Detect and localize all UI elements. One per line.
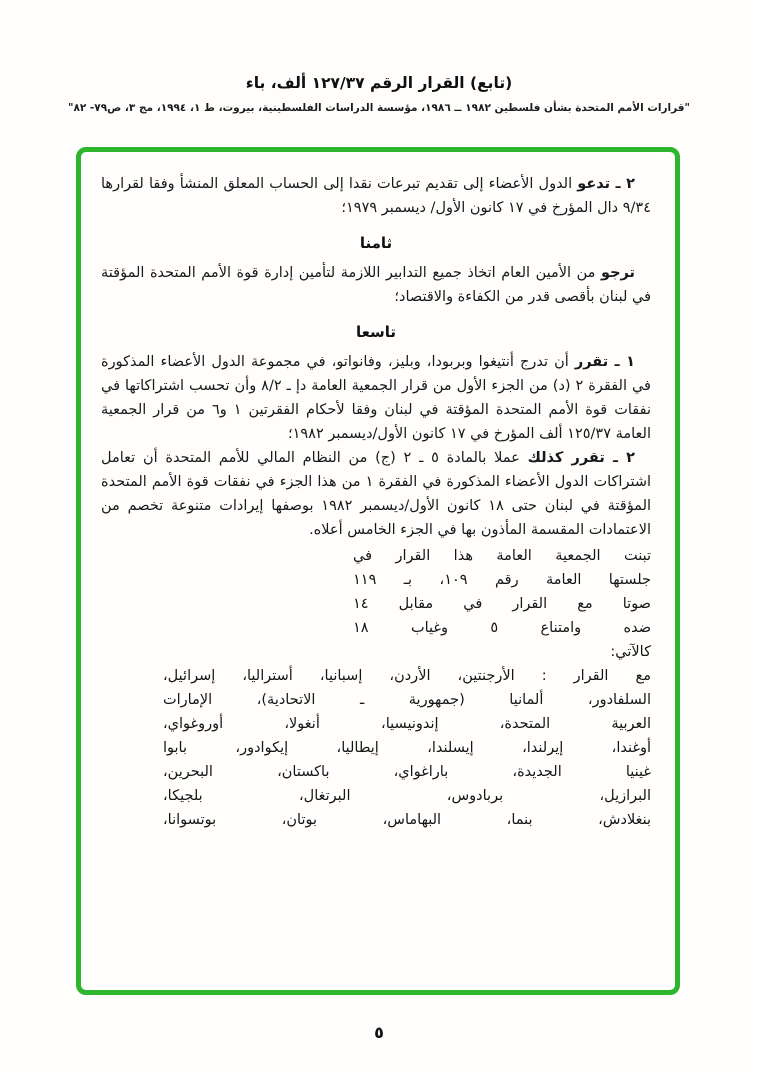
operative-paragraph-eighth xyxy=(101,261,651,309)
votes-line: أوغندا، إيرلندا، إيسلندا، إيطاليا، إيكوادور، بابوا xyxy=(163,740,651,756)
operative-verb: ١ ـ تقرر xyxy=(574,354,635,370)
votes-line: العربية المتحدة، إندونيسيا، أنغولا، أوروغواي، xyxy=(163,716,651,732)
operative-paragraph-seventh-2 xyxy=(101,172,651,220)
page-number: ٥ xyxy=(374,1023,384,1042)
votes-line: البرازيل، بربادوس، البرتغال، بلجيكا، xyxy=(163,788,651,804)
votes-line: غينيا الجديدة، باراغواي، باكستان، البحرين، xyxy=(163,764,651,780)
operative-verb: ٢ ـ تقرر كذلك xyxy=(527,450,635,466)
paragraph-text: من الأمين العام اتخاذ جميع التدابير اللازمة لتأمين إدارة قوة الأمم المتحدة المؤقتة في لبنان بأقصى قدر من الكفاءة والاقتصاد؛ xyxy=(101,265,651,305)
operative-paragraph-ninth-2 xyxy=(101,446,651,542)
page-header xyxy=(0,74,758,114)
votes-in-favour-list xyxy=(163,664,651,832)
adoption-record xyxy=(353,544,651,664)
adoption-line: تبنت الجمعية العامة هذا القرار في xyxy=(353,548,651,564)
paragraph-text: عملا بالمادة ٥ ـ ٢ (ج) من النظام المالي للأمم المتحدة أن تعامل اشتراكات الدول الأعضاء المذكورة في الفقرة ١ من هذا الجزء في نفقات قوة الأمم المتحدة المؤقتة في لبنان حتى ١٨ كانون الأول/ديسمبر ١٩٨٢ بوصفها إيرادات متنوعة تخصم من الاعتمادات المقسمة المأذون بها في الجزء الخامس أعلاه. xyxy=(101,450,652,538)
adoption-line: جلستها العامة رقم ١٠٩، بـ ١١٩ xyxy=(353,572,651,588)
paragraph-text: الدول الأعضاء إلى تقديم تبرعات نقدا إلى الحساب المعلق المنشأ وفقا لقرارها ٩/٣٤ دال المؤرخ في ١٧ كانون الأول/ ديسمبر ١٩٧٩؛ xyxy=(101,176,651,216)
operative-verb: ترجو xyxy=(600,265,635,281)
paragraph-text: أن تدرج أنتيغوا وبربودا، وبليز، وفانواتو، في مجموعة الدول الأعضاء المذكورة في الفقرة ٢ (د) من الجزء الأول من قرار الجمعية العامة دإ ـ ٨/٢ وأن تحسب اشتراكاتها في نفقات قوة الأمم المتحدة المؤقتة في لبنان وفقا لأحكام الفقرتين ١ و٦ من قرار الجمعية العامة ١٢٥/٣٧ ألف المؤرخ في ١٧ كانون الأول/ديسمبر ١٩٨٢؛ xyxy=(101,354,651,442)
operative-verb: ٢ ـ تدعو xyxy=(577,176,635,192)
source-citation: "قرارات الأمم المتحدة بشأن فلسطين ١٩٨٢ ــ ١٩٨٦، مؤسسة الدراسات الفلسطينية، بيروت، ط ١، ١٩٩٤، مج ٣، ص٧٩- ٨٢" xyxy=(67,102,691,114)
votes-line: السلفادور، ألمانيا (جمهورية ـ الاتحادية)، الإمارات xyxy=(163,692,651,708)
adoption-line: صوتا مع القرار في مقابل ١٤ xyxy=(353,596,651,612)
section-heading-ninth: تاسعا xyxy=(355,323,397,341)
section-heading-eighth: ثامنا xyxy=(359,234,393,252)
adoption-line: كالآتي: xyxy=(610,644,651,660)
votes-line: مع القرار : الأرجنتين، الأردن، إسبانيا، أستراليا، إسرائيل، xyxy=(163,668,651,684)
operative-paragraph-ninth-1 xyxy=(101,350,651,446)
adoption-line: ضده وامتناع ٥ وغياب ١٨ xyxy=(353,620,652,636)
resolution-title: (تابع) القرار الرقم ١٢٧/٣٧ ألف، باء xyxy=(245,74,513,92)
resolution-frame xyxy=(76,147,680,995)
votes-line: بنغلادش، بنما، البهاماس، بوتان، بوتسوانا، xyxy=(163,812,651,828)
